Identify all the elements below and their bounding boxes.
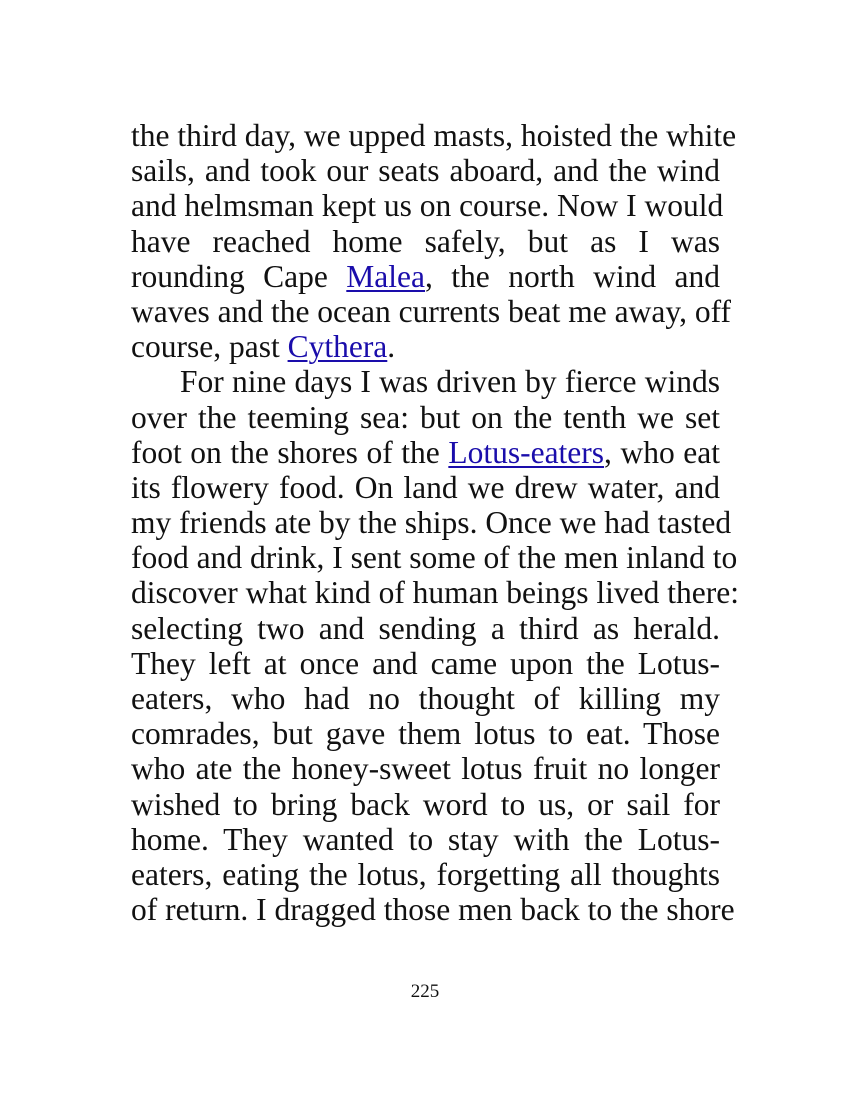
text-line: its flowery food. On land we drew water, and bbox=[131, 469, 720, 505]
text-line: sails, and took our seats aboard, and the wind bbox=[131, 153, 720, 189]
text-line: rounding Cape Malea, the north wind and bbox=[131, 258, 720, 294]
text-line: wished to bring back word to us, or sail for bbox=[131, 786, 720, 822]
text-line: have reached home safely, but as I was bbox=[131, 223, 720, 259]
text-line: eaters, who had no thought of killing my bbox=[131, 681, 720, 716]
page-number: 225 bbox=[410, 981, 440, 1002]
text-line: They left at once and came upon the Lotus- bbox=[131, 645, 720, 681]
body-text bbox=[131, 118, 739, 928]
text-line: of return. I dragged those men back to the shore bbox=[131, 892, 735, 928]
text-line: who ate the honey-sweet lotus fruit no longer bbox=[131, 751, 720, 787]
text-line: food and drink, I sent some of the men inland to bbox=[131, 540, 738, 576]
text-line: waves and the ocean currents beat me away, off bbox=[131, 293, 731, 329]
link-cythera[interactable]: Cythera bbox=[287, 329, 388, 365]
text-line: my friends ate by the ships. Once we had tasted bbox=[131, 505, 732, 541]
text-line: and helmsman kept us on course. Now I would bbox=[131, 188, 724, 224]
text-line: foot on the shores of the Lotus-eaters, who eat bbox=[131, 434, 721, 470]
text-line: over the teeming sea: but on the tenth we set bbox=[131, 399, 720, 435]
link-malea[interactable]: Malea bbox=[346, 258, 426, 294]
text-line: course, past Cythera. bbox=[131, 329, 396, 365]
text-line: discover what kind of human beings lived there: bbox=[131, 575, 739, 611]
text-line: eaters, eating the lotus, forgetting all thoughts bbox=[131, 856, 720, 892]
text-line: selecting two and sending a third as herald. bbox=[131, 610, 720, 646]
text-line: For nine days I was driven by fierce winds bbox=[180, 364, 720, 400]
text-line: comrades, but gave them lotus to eat. Those bbox=[131, 716, 720, 752]
text-line: the third day, we upped masts, hoisted the white bbox=[131, 118, 737, 153]
text-line: home. They wanted to stay with the Lotus- bbox=[131, 821, 720, 857]
link-lotus-eaters[interactable]: Lotus-eaters bbox=[448, 434, 605, 470]
